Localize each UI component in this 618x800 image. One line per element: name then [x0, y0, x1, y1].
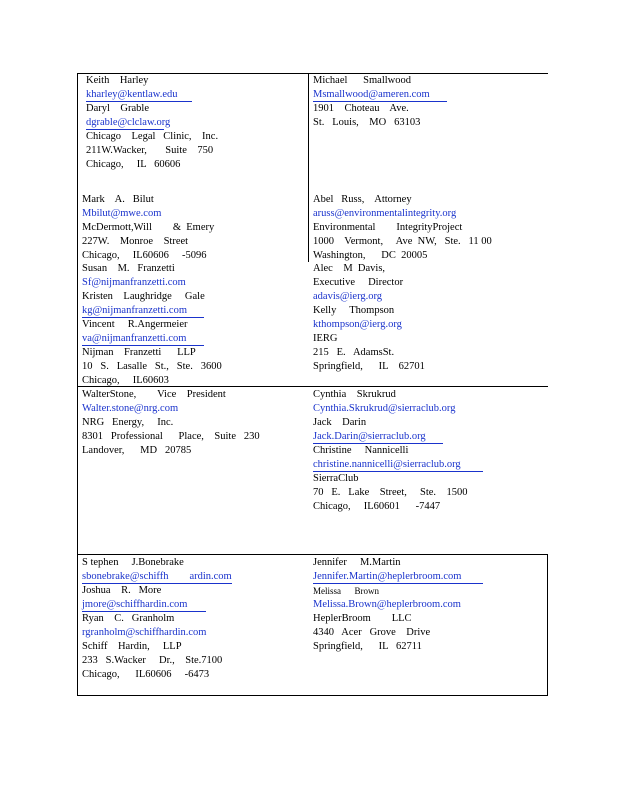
email-link[interactable]: kg@nijmanfranzetti.com — [82, 305, 204, 318]
email-link[interactable]: Msmallwood@ameren.com — [313, 89, 447, 102]
address-line: Chicago, IL60606 -6473 — [82, 669, 210, 680]
email-link[interactable]: jmore@schiffhardin.com — [82, 599, 206, 612]
organization: SierraClub — [313, 473, 359, 484]
contact-name: Michael Smallwood — [313, 75, 411, 86]
contact-name: S tephen J.Bonebrake — [82, 557, 184, 568]
contact-name: Mark A. Bilut — [82, 194, 154, 205]
address-line: 227W. Monroe Street — [82, 236, 189, 247]
organization: IERG — [313, 333, 338, 344]
contact-cell-stone — [82, 388, 260, 458]
organization: Nijman Franzetti LLP — [82, 347, 196, 358]
address-line: Springfield, IL 62711 — [313, 641, 422, 652]
column-divider — [308, 73, 309, 262]
contact-cell-smallwood — [313, 74, 447, 130]
address-line: 10 S. Lasalle St., Ste. 3600 — [82, 361, 222, 372]
address-line: 1000 Vermont, Ave NW, Ste. 11 00 — [313, 236, 492, 247]
contact-cell-bonebrake — [82, 556, 232, 682]
email-link[interactable]: aruss@environmentalintegrity.org — [313, 208, 457, 219]
contact-name: Susan M. Franzetti — [82, 263, 175, 274]
contact-name: Abel Russ, Attorney — [313, 194, 412, 205]
email-link[interactable]: sbonebrake@schiffh ardin.com — [82, 571, 232, 582]
contact-cell-russ — [313, 193, 492, 263]
organization: Chicago Legal Clinic, Inc. — [86, 131, 219, 142]
contact-name: Jack Darin — [313, 417, 367, 428]
contact-name: Cynthia Skrukrud — [313, 389, 396, 400]
email-link[interactable]: Walter.stone@nrg.com — [82, 403, 179, 414]
organization: NRG Energy, Inc. — [82, 417, 174, 428]
contact-title: Executive Director — [313, 277, 404, 288]
organization: HeplerBroom LLC — [313, 613, 412, 624]
address-line: Washington, DC 20005 — [313, 250, 428, 261]
address-line: 4340 Acer Grove Drive — [313, 627, 431, 638]
contact-cell-franzetti — [82, 262, 222, 388]
contact-cell-bilut — [82, 193, 214, 263]
address-line: Chicago, IL60606 -5096 — [82, 250, 207, 261]
email-link[interactable]: Jennifer.Martin@heplerbroom.com — [313, 571, 483, 584]
table-right-border — [547, 554, 548, 696]
email-link[interactable]: rgranholm@schiffhardin.com — [82, 627, 207, 638]
contact-cell-davis — [313, 262, 425, 374]
email-link[interactable]: Mbilut@mwe.com — [82, 208, 162, 219]
email-link[interactable]: dgrable@clclaw.org — [86, 117, 171, 128]
contact-name: Melissa Brown — [313, 586, 379, 596]
contact-name: Keith Harley — [86, 75, 149, 86]
email-link[interactable]: kharley@kentlaw.edu — [86, 89, 192, 102]
contact-table — [77, 73, 548, 696]
table-left-border — [77, 73, 78, 696]
organization: Environmental IntegrityProject — [313, 222, 463, 233]
address-line: 233 S.Wacker Dr., Ste.7100 — [82, 655, 223, 666]
organization: Schiff Hardin, LLP — [82, 641, 182, 652]
email-link[interactable]: Sf@nijmanfranzetti.com — [82, 277, 186, 288]
address-line: 215 E. AdamsSt. — [313, 347, 395, 358]
address-line: St. Louis, MO 63103 — [313, 117, 421, 128]
email-link[interactable]: va@nijmanfranzetti.com — [82, 333, 204, 346]
address-line: Chicago, IL60603 — [82, 375, 169, 386]
email-link[interactable]: christine.nannicelli@sierraclub.org — [313, 459, 483, 472]
contact-name: Christine Nannicelli — [313, 445, 409, 456]
contact-name: Joshua R. More — [82, 585, 162, 596]
contact-name: Alec M Davis, — [313, 263, 386, 274]
address-line: Chicago, IL 60606 — [86, 159, 181, 170]
address-line: 211W.Wacker, Suite 750 — [86, 145, 214, 156]
address-line: Springfield, IL 62701 — [313, 361, 425, 372]
contact-name: Vincent R.Angermeier — [82, 319, 188, 330]
address-line: 70 E. Lake Street, Ste. 1500 — [313, 487, 468, 498]
contact-cell-martin — [313, 556, 483, 654]
email-link[interactable]: Melissa.Brown@heplerbroom.com — [313, 599, 461, 610]
email-link[interactable]: kthompson@ierg.org — [313, 319, 402, 330]
address-line: 8301 Professional Place, Suite 230 — [82, 431, 260, 442]
contact-name: Jennifer M.Martin — [313, 557, 401, 568]
table-bottom-border — [77, 695, 548, 696]
contact-name: WalterStone, Vice President — [82, 389, 226, 400]
email-link[interactable]: adavis@ierg.org — [313, 291, 383, 302]
contact-name: Kristen Laughridge Gale — [82, 291, 205, 302]
email-link[interactable]: Cynthia.Skrukrud@sierraclub.org — [313, 403, 456, 414]
address-line: Landover, MD 20785 — [82, 445, 192, 456]
organization: McDermott,Will & Emery — [82, 222, 215, 233]
contact-cell-harley — [86, 74, 218, 172]
row-divider — [77, 554, 548, 555]
contact-name: Ryan C. Granholm — [82, 613, 175, 624]
contact-cell-skrukrud — [313, 388, 483, 514]
address-line: 1901 Choteau Ave. — [313, 103, 409, 114]
email-link[interactable]: Jack.Darin@sierraclub.org — [313, 431, 443, 444]
contact-name: Kelly Thompson — [313, 305, 395, 316]
address-line: Chicago, IL60601 -7447 — [313, 501, 441, 512]
contact-name: Daryl Grable — [86, 103, 149, 114]
